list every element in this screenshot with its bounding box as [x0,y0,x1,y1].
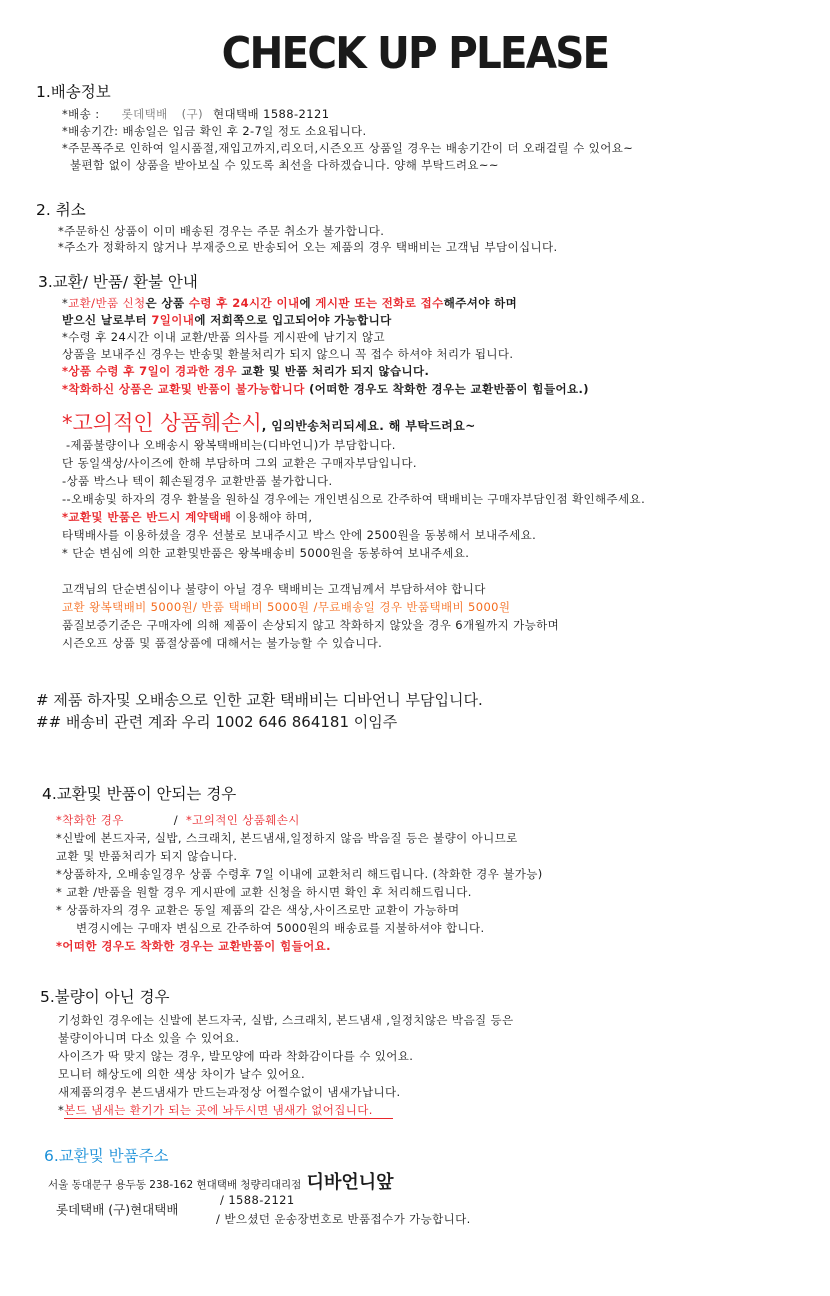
fee-return: 반품 택배비 5000원 / [197,600,318,614]
not-defect-line-3: 사이즈가 딱 맞지 않는 경우, 발모양에 따라 착화감이다를 수 있어요. [58,1049,414,1063]
exchange-line-3: *수령 후 24시간 이내 교환/반품 의사를 게시판에 남기지 않고 [62,330,386,344]
exchange-line-2 [62,312,392,328]
carrier-former: (구) [181,107,203,121]
section-heading-shipping: 1.배송정보 [36,83,111,101]
worn-no-return: *착화하신 상품은 교환및 반품이 불가능합니다 [62,382,305,396]
page-title: CHECK UP PLEASE [221,28,609,79]
text-segment: 에 [299,296,316,310]
text-segment: 에 저희쪽으로 입고되어야 가능합니다 [194,313,392,327]
board-or-phone: 게시판 또는 전화로 접수 [315,296,444,310]
after-7-days: *상품 수령 후 7일이 경과한 경우 [62,364,237,378]
carrier-lotte: 롯데택배 [121,107,168,121]
exchange-line-15: 고객님의 단순변심이나 불량이 아닐 경우 택배비는 고객님께서 부담하셔야 합니다 [62,582,486,596]
no-exchange-line-6: * 상품하자의 경우 교환은 동일 제품의 같은 색상,사이즈로만 교환이 가능하며 [56,903,460,917]
damage-warning-line [62,407,476,437]
separator: / [173,813,179,827]
carrier-hyundai: 현대택배 1588-2121 [213,107,330,121]
cancel-line-1: *주문하신 상품이 이미 배송된 경우는 주문 취소가 불가합니다. [58,224,385,238]
bond-smell-note [64,1103,393,1119]
within-7-days: 7일이내 [151,313,195,327]
exchange-line-13: 타택배사를 이용하셨을 경우 선불로 보내주시고 박스 안에 2500원을 동봉해서 보내주세요. [62,528,537,542]
text-segment: 이용해야 하며, [231,510,313,524]
notice-line-1: # 제품 하자및 오배송으로 인한 교환 택배비는 디바언니 부담입니다. [36,691,483,709]
exchange-line-12 [62,509,312,525]
exchange-line-6 [62,381,589,397]
not-defect-line-6 [58,1102,393,1118]
section-heading-return-address: 6.교환및 반품주소 [44,1147,169,1165]
cancel-line-2: *주소가 정확하지 않거나 부재중으로 반송되어 오는 제품의 경우 택배비는 고객님 부담이십니다. [58,240,558,254]
exchange-line-17: 품질보증기준은 구매자에 의해 제품이 손상되지 않고 착화하지 않았을 경우 6개월까지 가능하며 [62,618,560,632]
exchange-request: 교환/반품 신청 [68,296,146,310]
shipping-carrier-line [62,106,329,122]
recipient-name: 디바언니앞 [306,1172,394,1193]
text-segment: 교환 및 반품 처리가 되지 않습니다. [236,364,430,378]
text-segment: 해주셔야 하며 [443,296,518,310]
no-exchange-line-4: *상품하자, 오배송일경우 상품 수령후 7일 이내에 교환처리 해드립니다. (착화한 경우 불가능) [56,867,543,881]
bullet: * [58,1103,65,1117]
no-exchange-line-1 [56,812,300,828]
exchange-line-1 [62,295,517,311]
section-heading-cancel: 2. 취소 [36,201,86,219]
exchange-line-4: 상품을 보내주신 경우는 반송및 환불처리가 되지 않으니 꼭 접수 하셔야 처리가 됩니다. [62,347,514,361]
shipping-label: *배송 : [62,107,100,121]
shipping-period: *배송기간: 배송일은 입금 확인 후 2-7일 정도 소요됩니다. [62,124,367,138]
fee-round-trip: 교환 왕복택배비 5000원/ [62,600,198,614]
not-defect-line-1: 기성화인 경우에는 신발에 본드자국, 실밥, 스크래치, 본드냄새 ,일정치않은 박음질 등은 [58,1013,514,1027]
underline-tail [373,1103,393,1117]
exchange-fees [62,599,510,615]
damage-case: *고의적인 상품훼손시 [186,813,300,827]
notice-bank-account: ## 배송비 관련 계좌 우리 1002 646 864181 이임주 [36,713,398,731]
exchange-line-18: 시즌오프 상품 및 품절상품에 대해서는 불가능할 수 있습니다. [62,636,383,650]
section-heading-exchange: 3.교환/ 반품/ 환불 안내 [38,273,198,291]
shipping-delay-notice: *주문폭주로 인하여 일시품절,재입고까지,리오더,시즌오프 상품일 경우는 배송기간이 더 오래걸릴 수 있어요~ [62,141,634,155]
no-exchange-line-5: * 교환 /반품을 원할 경우 게시판에 교환 신청을 하시면 확인 후 처리해드립니다. [56,885,472,899]
not-defect-line-2: 불량이아니며 다소 있을 수 있어요. [58,1031,240,1045]
return-phone: / 1588-2121 [220,1193,295,1207]
text-segment: , 임의반송처리되세요. 해 부탁드려요~ [261,419,476,433]
bullet: * [62,296,69,310]
exchange-line-5 [62,363,429,379]
no-exchange-line-7: 변경시에는 구매자 변심으로 간주하여 5000원의 배송료를 지불하셔야 합니다. [76,921,485,935]
not-defect-line-4: 모니터 해상도에 의한 색상 차이가 날수 있어요. [58,1067,306,1081]
exchange-line-14: * 단순 변심에 의한 교환및반품은 왕복배송비 5000원을 동봉하여 보내주세요. [62,546,470,560]
shipping-apology: 불편함 없이 상품을 받아보실 수 있도록 최선을 다하겠습니다. 양해 부탁드려요~~ [70,158,499,172]
no-exchange-line-3: 교환 및 반품처리가 되지 않습니다. [56,849,238,863]
exchange-line-11: --오배송및 하자의 경우 환불을 원하실 경우에는 개인변심으로 간주하여 택배비는 구매자부담인점 확인해주세요. [62,492,646,506]
exchange-line-9: 단 동일색상/사이즈에 한해 부담하며 그외 교환은 구매자부담입니다. [62,456,417,470]
return-carrier: 롯데택배 (구)현대택배 [56,1202,179,1217]
not-defect-line-5: 새제품의경우 본드냄새가 만드는과정상 어쩔수없이 냄새가납니다. [58,1085,401,1099]
no-exchange-line-2: *신발에 본드자국, 실밥, 스크래치, 본드냄새,일정하지 않음 박음질 등은 불량이 아니므로 [56,831,518,845]
exchange-line-8: -제품불량이나 오배송시 왕복택배비는(디바언니)가 부담합니다. [66,438,396,452]
text-segment: 은 상품 [145,296,189,310]
text-segment: (어떠한 경우도 착화한 경우는 교환반품이 힘들어요.) [304,382,589,396]
contract-carrier: *교환및 반품은 반드시 계약택배 [62,510,232,524]
worn-case: *착화한 경우 [56,813,124,827]
return-address: 서울 동대문구 용두동 238-162 현대택배 청량리대리점 [48,1179,302,1191]
within-24h: 수령 후 24시간 이내 [188,296,300,310]
return-address-line [48,1168,394,1194]
section-heading-no-exchange: 4.교환및 반품이 안되는 경우 [42,785,237,803]
no-exchange-line-8: *어떠한 경우도 착화한 경우는 교환반품이 힘들어요. [56,939,331,953]
fee-free-shipping: 무료배송일 경우 반품택배비 5000원 [317,600,511,614]
return-note: / 받으셨던 운송장번호로 반품접수가 가능합니다. [216,1212,471,1226]
text-segment: 받으신 날로부터 [62,313,152,327]
bond-smell-text: 본드 냄새는 환기가 되는 곳에 놔두시면 냄새가 없어집니다. [64,1103,373,1117]
intentional-damage: *고의적인 상품훼손시 [62,411,262,435]
exchange-line-10: -상품 박스나 텍이 훼손될경우 교환반품 불가합니다. [62,474,333,488]
section-heading-not-defect: 5.불량이 아닌 경우 [40,988,170,1006]
